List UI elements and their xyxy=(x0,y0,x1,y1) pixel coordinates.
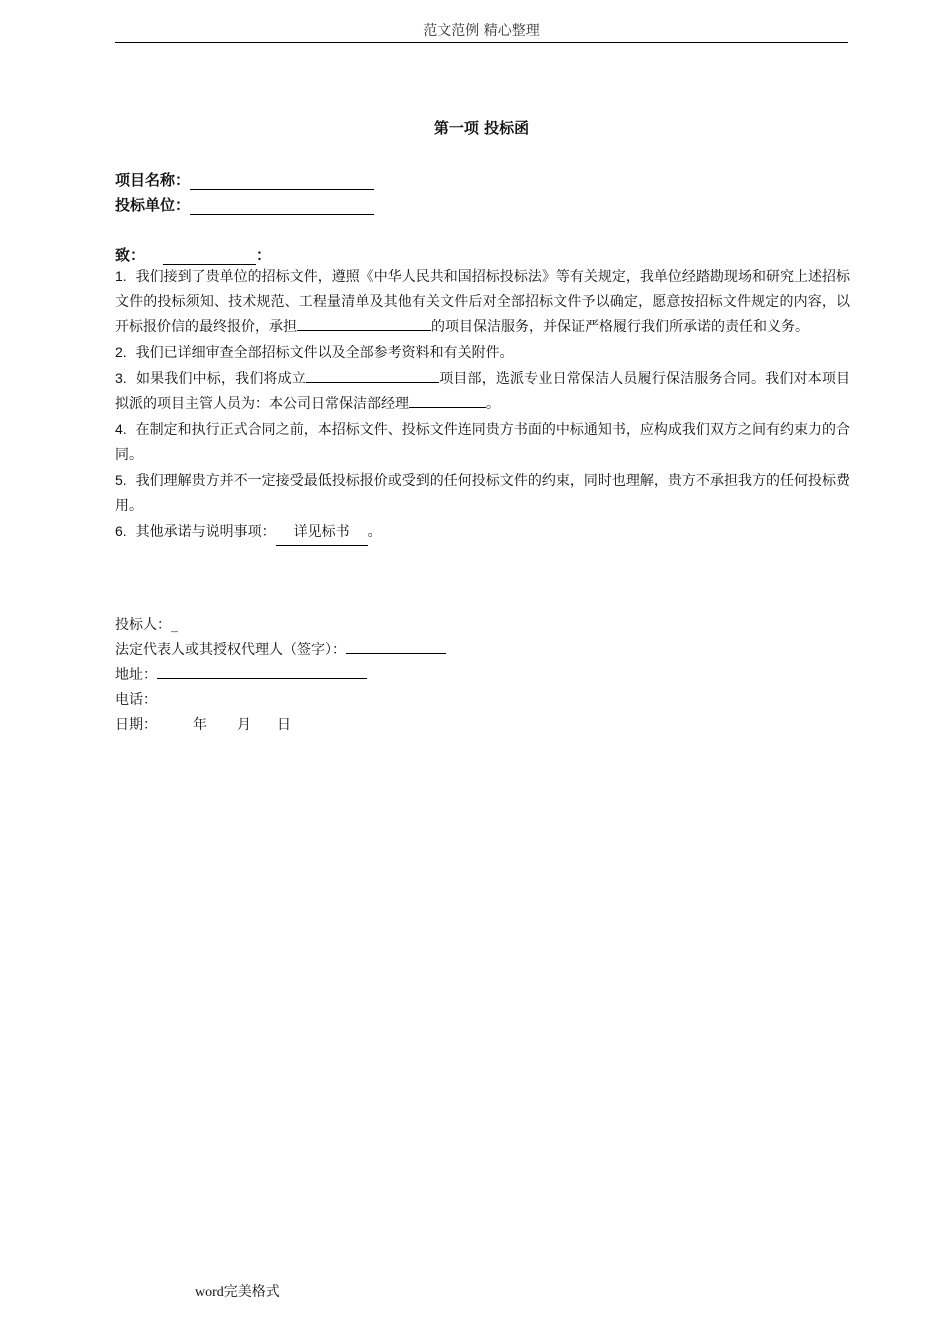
page-footer: word完美格式 xyxy=(195,1285,280,1300)
legal-rep-line xyxy=(115,638,446,663)
bidder-unit-label: 投标单位： xyxy=(115,196,191,214)
document-title: 第一项 投标函 xyxy=(433,119,530,137)
letter-body xyxy=(115,264,850,546)
list-item xyxy=(115,519,850,546)
item-number: 1. xyxy=(115,268,127,284)
recipient-label: 致： xyxy=(115,246,146,264)
item-end: 。 xyxy=(367,524,382,540)
bidder-blank[interactable]: _ xyxy=(171,617,178,633)
address-label: 地址： xyxy=(115,667,157,683)
bidder-label: 投标人： xyxy=(115,617,171,633)
item-text-tail: 项目部，选派专业日常保洁人员履行保洁服务合同。我们对本项目拟派的项目主管人员为：本公司日常保洁部经理 xyxy=(115,371,851,412)
item-text: 其他承诺与说明事项： xyxy=(135,524,276,540)
item-number: 6. xyxy=(115,523,127,539)
page-header: 范文范例 精心整理 xyxy=(423,23,540,39)
year-label: 年 xyxy=(193,717,207,733)
signature-block xyxy=(115,613,446,738)
item-text: 我们接到了贵单位的招标文件，遵照《中华人民共和国招标投标法》等有关规定，我单位经踏勘现场和研究上述招标文件的投标须知、技术规范、工程量清单及其他有关文件后对全部招标文件予以确定，愿意按招标文件规定的内容，以开标报价信的最终报价，承担 xyxy=(115,269,850,335)
address-line xyxy=(115,663,446,688)
recipient-suffix: ： xyxy=(256,246,272,264)
list-item xyxy=(115,417,850,468)
phone-line xyxy=(115,688,446,713)
header-divider xyxy=(115,42,848,43)
day-label: 日 xyxy=(277,717,291,733)
phone-label: 电话： xyxy=(115,692,157,708)
month-label: 月 xyxy=(237,717,251,733)
department-blank[interactable] xyxy=(306,367,439,383)
list-item xyxy=(115,366,850,417)
manager-blank[interactable] xyxy=(409,392,486,408)
legal-rep-blank[interactable] xyxy=(346,638,446,654)
item-text: 我们已详细审查全部招标文件以及全部参考资料和有关附件。 xyxy=(135,345,514,361)
bidder-unit-blank[interactable] xyxy=(190,198,374,215)
date-line xyxy=(115,713,446,738)
recipient-line xyxy=(115,244,271,265)
list-item xyxy=(115,264,850,340)
item-text: 如果我们中标，我们将成立 xyxy=(135,371,307,387)
bidder-line xyxy=(115,613,446,638)
item-number: 4. xyxy=(115,421,127,437)
legal-rep-label: 法定代表人或其授权代理人（签字）： xyxy=(115,642,346,658)
list-item xyxy=(115,340,850,366)
bidder-unit-line xyxy=(115,194,374,215)
other-matters-fill[interactable]: 详见标书 xyxy=(276,520,368,546)
address-blank[interactable] xyxy=(157,663,367,679)
item-text: 我们理解贵方并不一定接受最低投标报价或受到的任何投标文件的约束，同时也理解，贵方不承担我方的任何投标费用。 xyxy=(115,473,850,514)
item-number: 2. xyxy=(115,344,127,360)
item-end: 。 xyxy=(486,396,500,412)
item-text-tail: 的项目保洁服务，并保证严格履行我们所承诺的责任和义务。 xyxy=(431,319,809,335)
project-blank[interactable] xyxy=(297,315,431,331)
project-name-blank[interactable] xyxy=(190,173,374,190)
recipient-blank[interactable] xyxy=(163,248,256,265)
item-number: 3. xyxy=(115,370,127,386)
project-name-label: 项目名称： xyxy=(115,171,191,189)
date-label: 日期： xyxy=(115,717,157,733)
project-name-line xyxy=(115,169,374,190)
item-number: 5. xyxy=(115,472,127,488)
item-text: 在制定和执行正式合同之前，本招标文件、投标文件连同贵方书面的中标通知书，应构成我们双方之间有约束力的合同。 xyxy=(115,422,850,463)
list-item xyxy=(115,468,850,519)
